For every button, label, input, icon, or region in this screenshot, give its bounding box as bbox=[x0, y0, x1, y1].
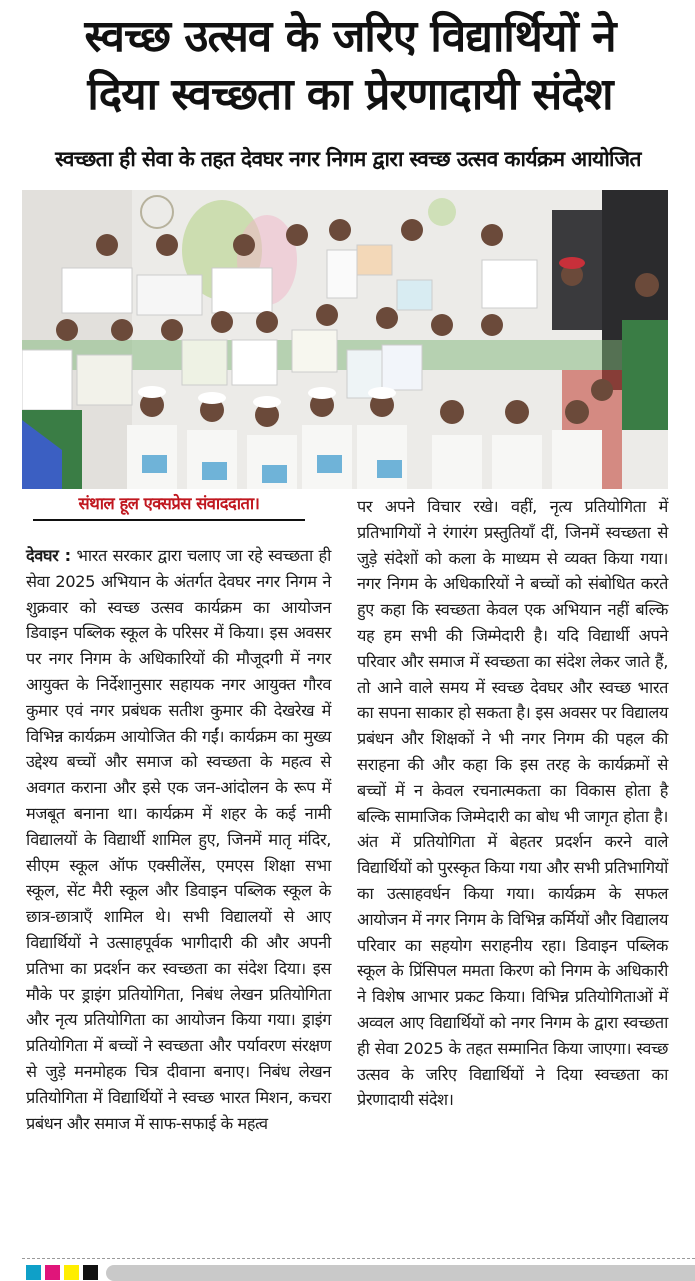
dateline: देवघर : bbox=[26, 546, 71, 565]
bottom-divider bbox=[22, 1258, 695, 1259]
byline: संथाल हूल एक्सप्रेस संवाददाता। bbox=[33, 492, 305, 521]
registration-mark-magenta bbox=[45, 1265, 60, 1280]
article-column-right bbox=[357, 494, 668, 1113]
article-body-left: भारत सरकार द्वारा चलाए जा रहे स्वच्छता ही सेवा 2025 अभियान के अंतर्गत देवघर नगर निगम ने शुक्रवार को स्वच्छ उत्सव कार्यक्रम का आयोजन डिवाइन पब्लिक स्कूल के परिसर में किया। इस अवसर पर नगर निगम के अधिकारियों की मौजूदगी में नगर आयुक्त के निर्देशानुसार सहायक नगर आयुक्त गौरव कुमार एवं नगर प्रबंधक सतीश कुमार की देखरेख में विभिन्न कार्यक्रम आयोजित की गईं। कार्यक्रम का मुख्य उद्देश्य बच्चों और समाज को स्वच्छता के महत्व से अवगत कराना और इसे एक जन-आंदोलन के रूप में मजबूत बनाना था। कार्यक्रम में शहर के कई नामी विद्यालयों के विद्यार्थी शामिल हुए, जिनमें मातृ मंदिर, सीएम स्कूल ऑफ एक्सीलेंस, एमएस शिक्षा सभा स्कूल, सेंट मैरी स्कूल और डिवाइन पब्लिक स्कूल के छात्र-छात्राएँ शामिल थे। सभी विद्यालयों से आए विद्यार्थियों ने उत्साहपूर्वक भागीदारी की और अपनी प्रतिभा का प्रदर्शन कर स्वच्छता का संदेश दिया। इस मौके पर ड्राइंग प्रतियोगिता, निबंध लेखन प्रतियोगिता और नृत्य प्रतियोगिता का आयोजन किया गया। ड्राइंग प्रतियोगिता में बच्चों ने स्वच्छता और पर्यावरण संरक्षण से जुड़े मनमोहक चित्र दीवाना बनाए। निबंध लेखन प्रतियोगिता में विद्यार्थियों ने स्वच्छ भारत मिशन, कचरा प्रबंधन और समाज में साफ-सफाई के महत्व bbox=[26, 546, 331, 1133]
article-column-left bbox=[26, 543, 331, 1136]
headline-line-2: दिया स्वच्छता का प्रेरणादायी संदेश bbox=[87, 69, 613, 120]
headline-line-1: स्वच्छ उत्सव के जरिए विद्यार्थियों ने bbox=[84, 11, 616, 62]
subheadline: स्वच्छता ही सेवा के तहत देवघर नगर निगम द्वारा स्वच्छ उत्सव कार्यक्रम आयोजित bbox=[55, 147, 641, 171]
registration-mark-cyan bbox=[26, 1265, 41, 1280]
footer-bar bbox=[106, 1265, 695, 1281]
news-photo bbox=[22, 190, 668, 489]
registration-mark-yellow bbox=[64, 1265, 79, 1280]
photo-illustration bbox=[22, 190, 668, 489]
article-body-right: पर अपने विचार रखे। वहीं, नृत्य प्रतियोगिता में प्रतिभागियों ने रंगारंग प्रस्तुतियाँ दीं, जिनमें स्वच्छता से जुड़े संदेशों को कला के माध्यम से व्यक्त किया गया। नगर निगम के अधिकारियों ने बच्चों को संबोधित करते हुए कहा कि स्वच्छता केवल एक अभियान नहीं बल्कि यह हम सभी की जिम्मेदारी है। यदि विद्यार्थी अपने परिवार और समाज में स्वच्छता का संदेश लेकर जाते हैं, तो आने वाले समय में स्वच्छ देवघर और स्वच्छ भारत का सपना साकार हो सकता है। इस अवसर पर विद्यालय प्रबंधन और शिक्षकों ने भी नगर निगम की पहल की सराहना की और कहा कि इस तरह के कार्यक्रमों से बच्चों में न केवल रचनात्मकता का विकास होता है बल्कि सामाजिक जिम्मेदारी का बोध भी जागृत होता है। अंत में प्रतियोगिता में बेहतर प्रदर्शन करने वाले विद्यार्थियों को पुरस्कृत किया गया और सभी प्रतिभागियों का उत्साहवर्धन किया गया। कार्यक्रम के सफल आयोजन में नगर निगम के विभिन्न कर्मियों और विद्यालय परिवार का सहयोग सराहनीय रहा। डिवाइन पब्लिक स्कूल के प्रिंसिपल ममता किरण को निगम के अधिकारी ने विशेष आभार प्रकट किया। विभिन्न प्रतियोगिताओं में अव्वल आए विद्यार्थियों को नगर निगम के द्वारा स्वच्छता ही सेवा 2025 के तहत सम्मानित किया जाएगा। स्वच्छ उत्सव के जरिए विद्यार्थियों ने दिया स्वच्छता का प्रेरणादायी संदेश। bbox=[357, 497, 668, 1110]
registration-mark-black bbox=[83, 1265, 98, 1280]
